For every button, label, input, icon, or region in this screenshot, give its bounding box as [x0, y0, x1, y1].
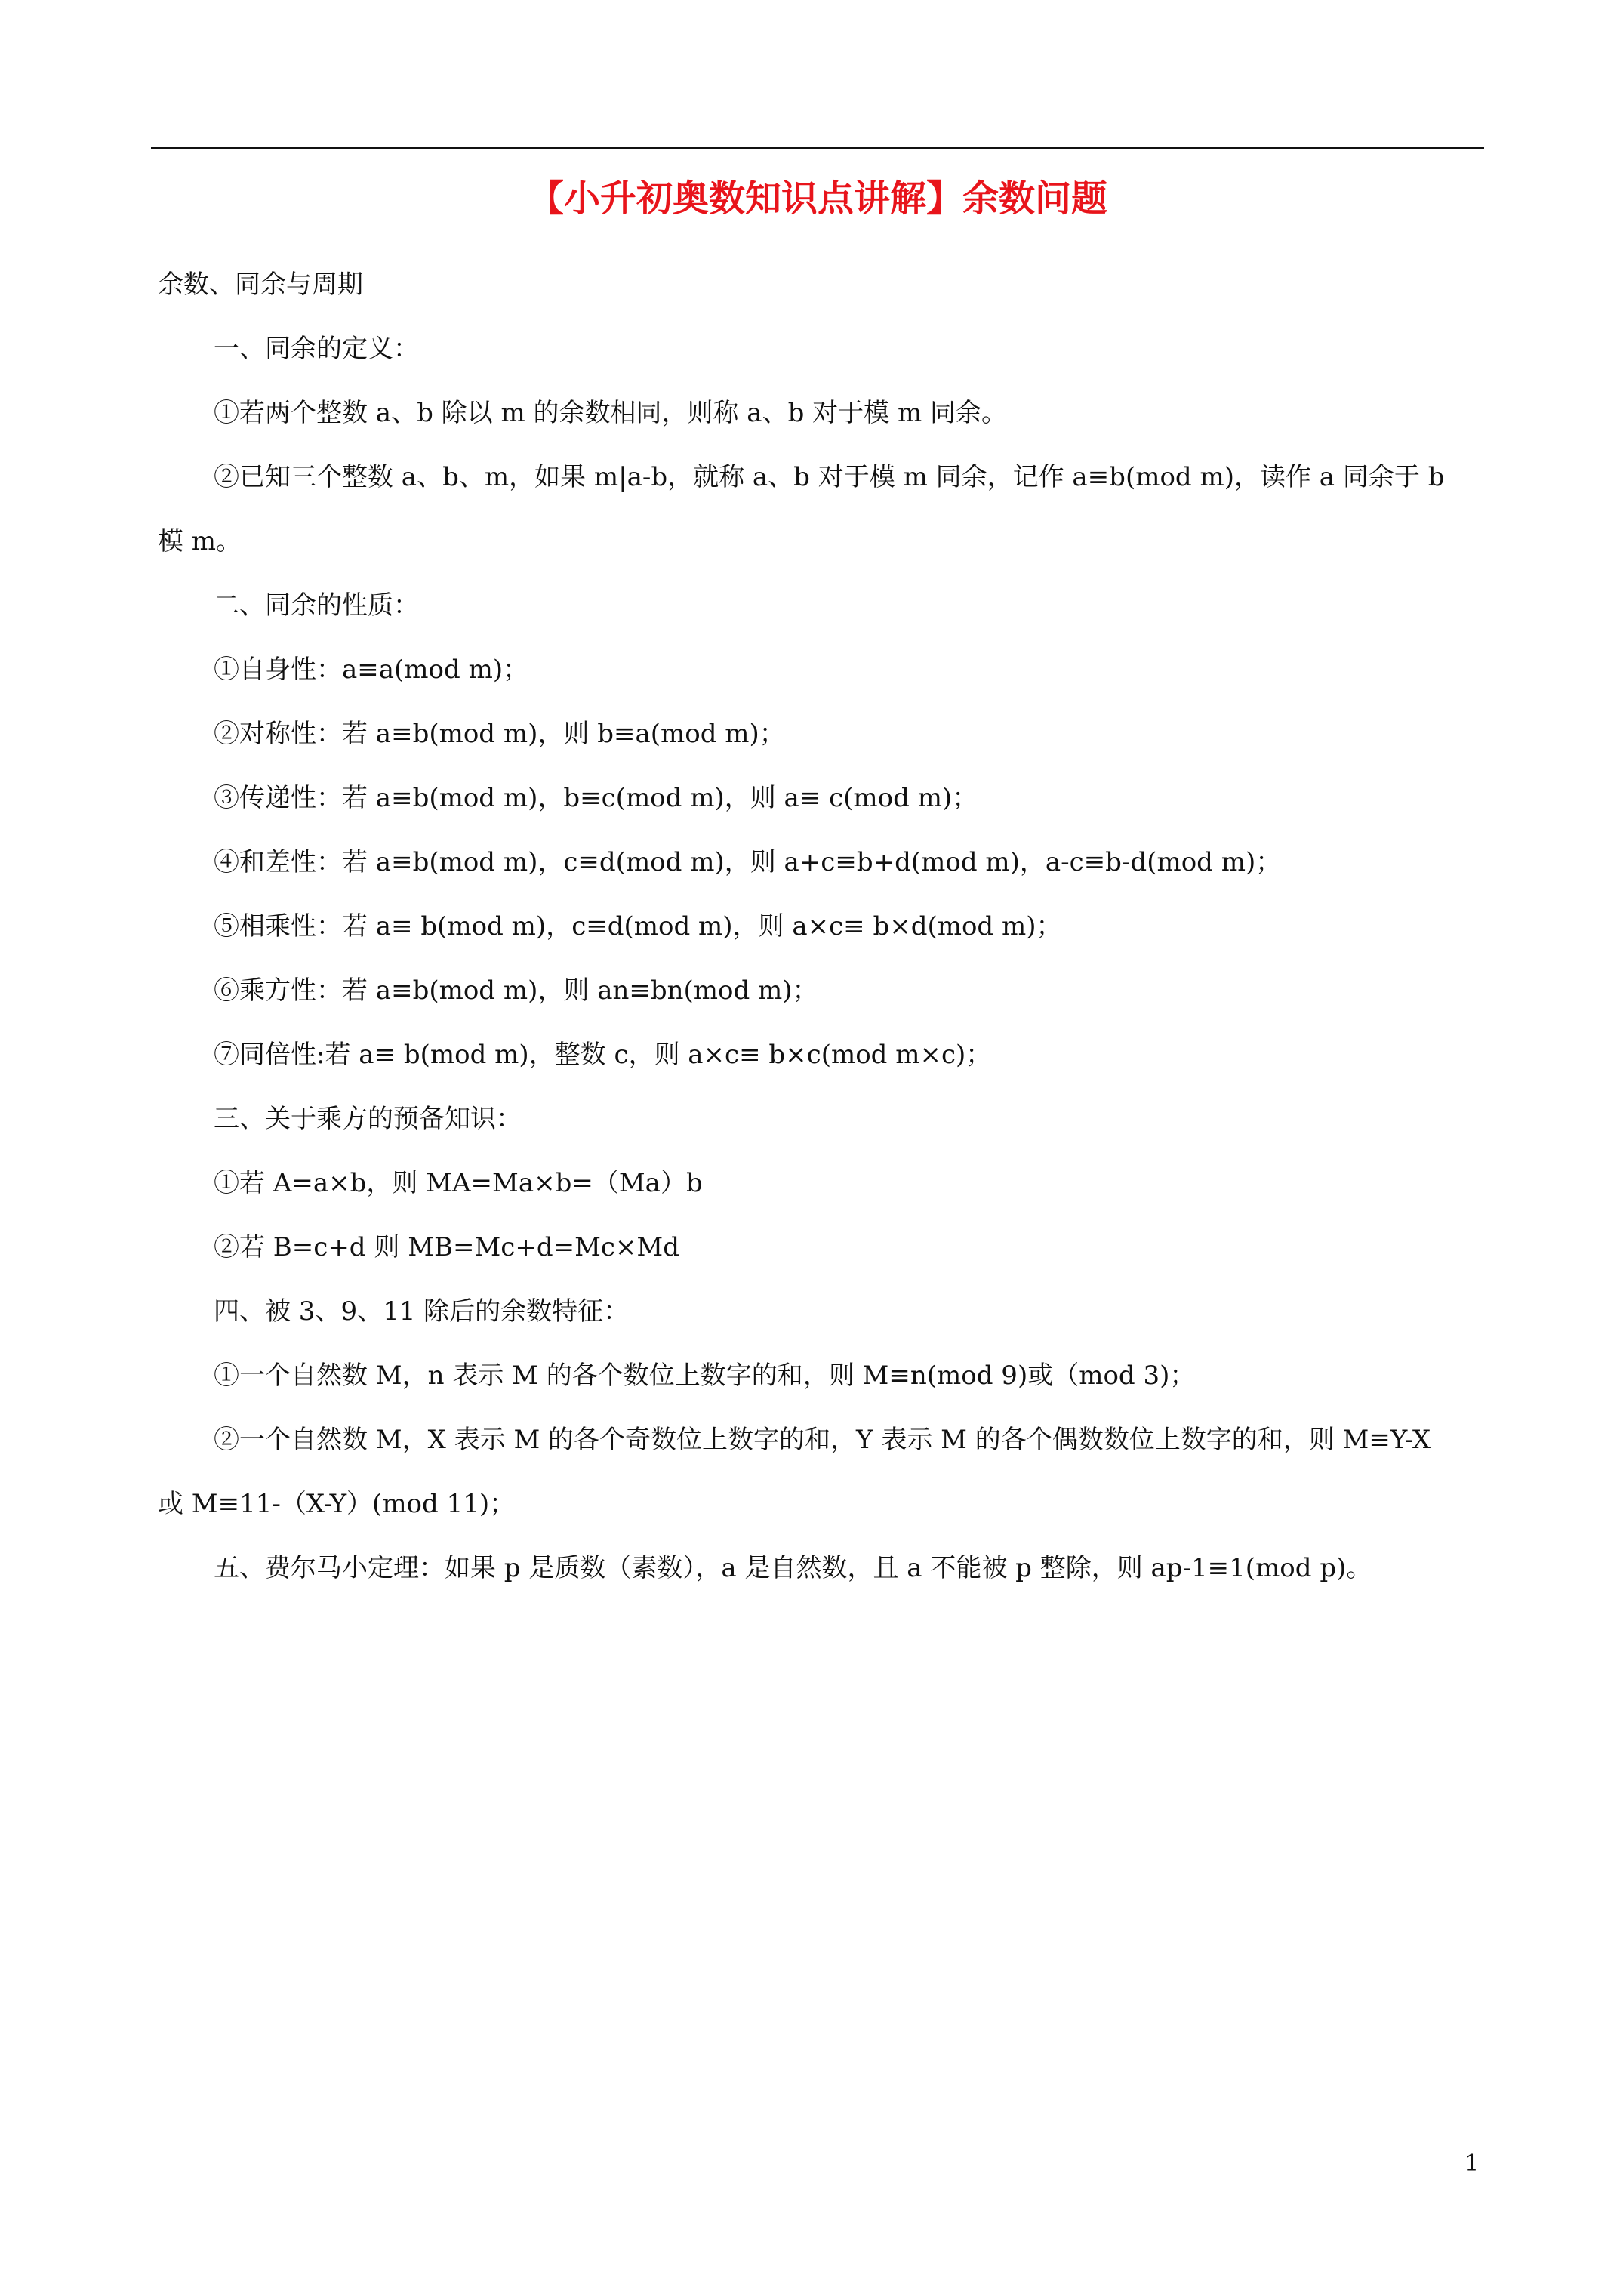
paragraph-continuation: 或 M≡11-（X-Y）(mod 11)；: [158, 1489, 516, 1519]
section-heading-intro: 余数、同余与周期: [158, 270, 363, 300]
powers-item: ①若 A=a×b，则 MA=Ma×b=（Ma）b: [214, 1168, 703, 1198]
paragraph: ②已知三个整数 a、b、m，如果 m|a-b，就称 a、b 对于模 m 同余，记作 a≡b(mod m)，读作 a 同余于 b: [214, 462, 1445, 492]
section-heading-remainder-features: 四、被 3、9、11 除后的余数特征：: [214, 1296, 630, 1327]
document-body: [158, 253, 1486, 1601]
property-item: ⑥乘方性：若 a≡b(mod m)，则 an≡bn(mod m)；: [214, 975, 818, 1006]
property-item: ⑤相乘性：若 a≡ b(mod m)，c≡d(mod m)，则 a×c≡ b×d(mod m)；: [214, 911, 1062, 942]
property-item: ①自身性：a≡a(mod m)；: [214, 655, 529, 685]
section-heading-fermat: 五、费尔马小定理：如果 p 是质数（素数），a 是自然数，且 a 不能被 p 整除，则 ap-1≡1(mod p)。: [214, 1553, 1372, 1583]
paragraph: ①若两个整数 a、b 除以 m 的余数相同，则称 a、b 对于模 m 同余。: [214, 398, 1008, 428]
page-number: 1: [1464, 2150, 1480, 2177]
property-item: ③传递性：若 a≡b(mod m)，b≡c(mod m)，则 a≡ c(mod m)；: [214, 783, 978, 813]
paragraph-continuation: 模 m。: [158, 526, 242, 556]
section-heading-powers: 三、关于乘方的预备知识：: [214, 1104, 522, 1134]
page-title: 【小升初奥数知识点讲解】余数问题: [527, 177, 1107, 220]
property-item: ②对称性：若 a≡b(mod m)，则 b≡a(mod m)；: [214, 719, 785, 749]
feature-item: ②一个自然数 M，X 表示 M 的各个奇数位上数字的和，Y 表示 M 的各个偶数数位上数字的和，则 M≡Y-X: [214, 1425, 1431, 1455]
section-heading-properties: 二、同余的性质：: [214, 590, 419, 621]
property-item: ④和差性：若 a≡b(mod m)，c≡d(mod m)，则 a+c≡b+d(mod m)，a-c≡b-d(mod m)；: [214, 847, 1282, 877]
powers-item: ②若 B=c+d 则 MB=Mc+d=Mc×Md: [214, 1232, 679, 1262]
section-heading-definition: 一、同余的定义：: [214, 334, 419, 364]
property-item: ⑦同倍性:若 a≡ b(mod m)，整数 c，则 a×c≡ b×c(mod m×c)；: [214, 1040, 992, 1070]
feature-item: ①一个自然数 M，n 表示 M 的各个数位上数字的和，则 M≡n(mod 9)或（mod 3)；: [214, 1361, 1196, 1391]
header-rule: [151, 147, 1484, 149]
